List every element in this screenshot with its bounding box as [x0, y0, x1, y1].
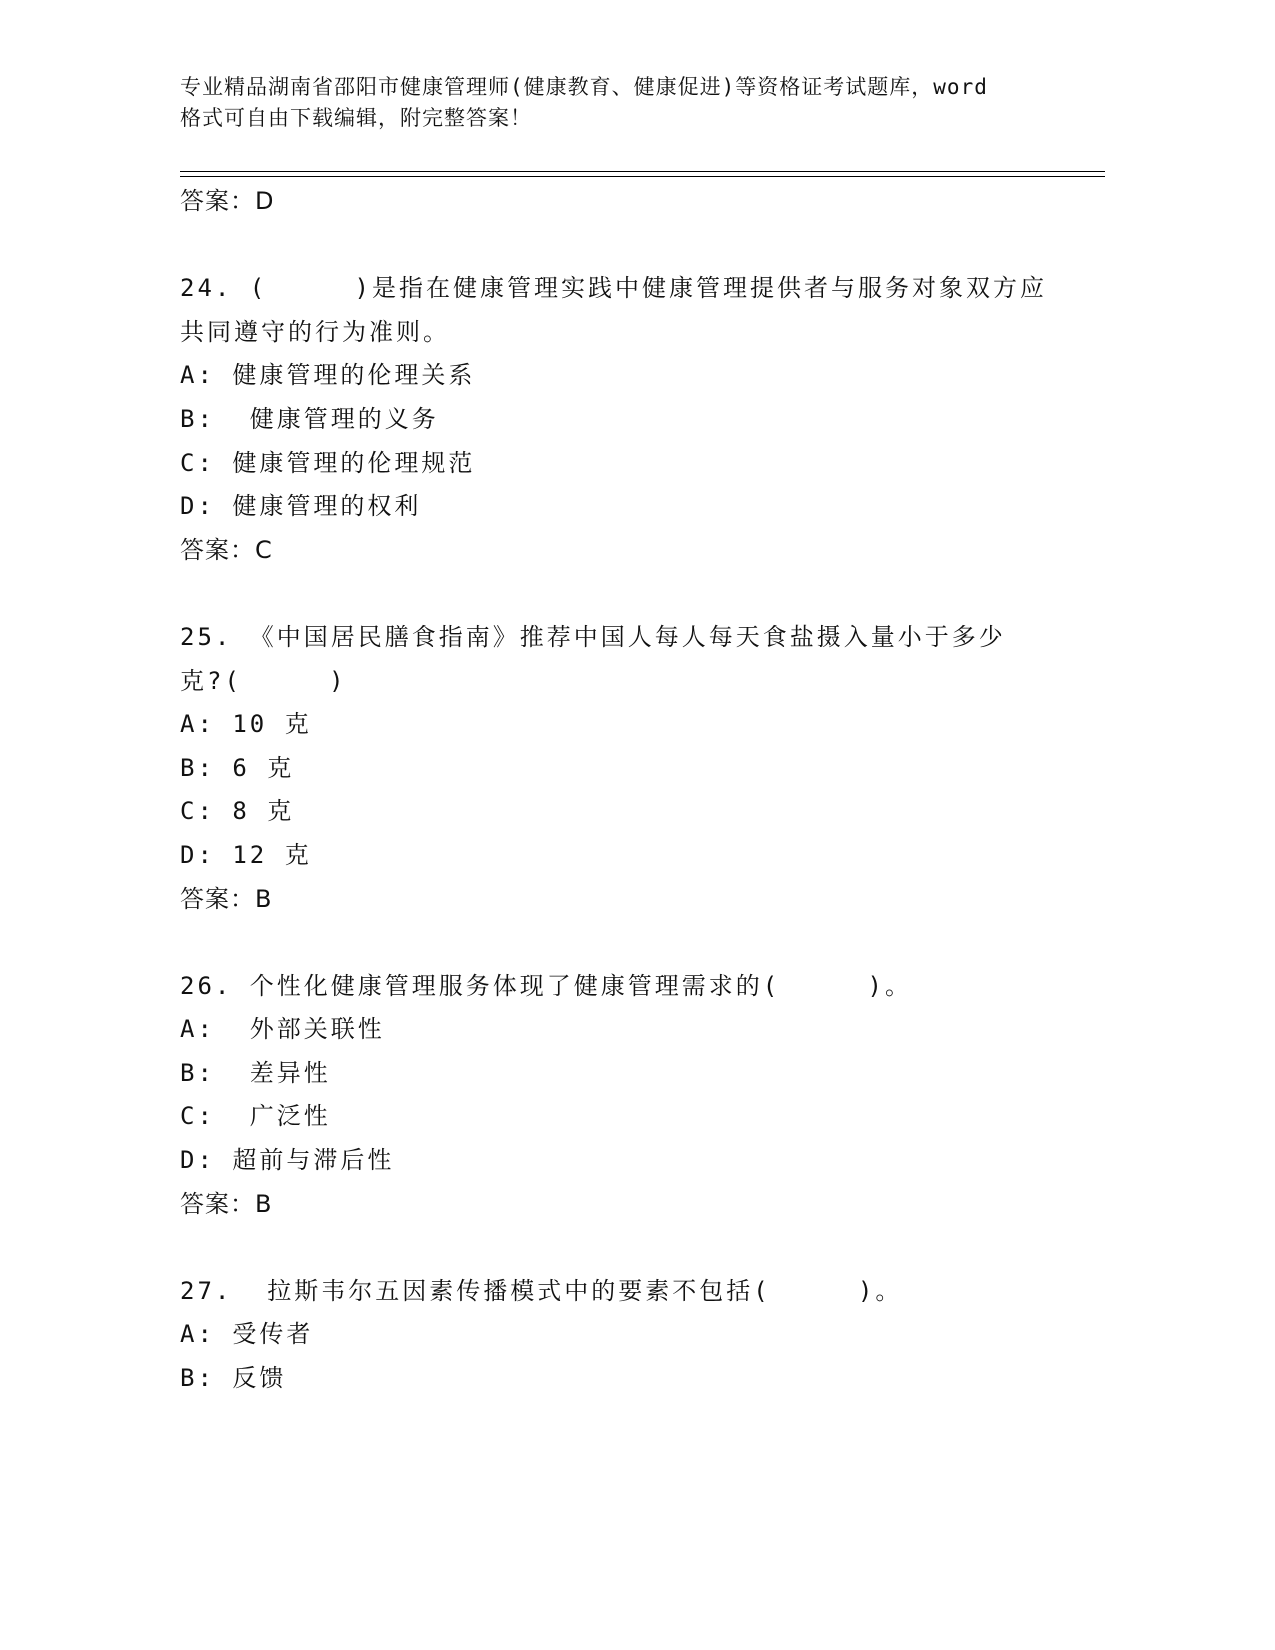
- document-header: [180, 72, 1080, 134]
- option-b: B: 差异性: [180, 1058, 331, 1087]
- option-d: D: 超前与滞后性: [180, 1146, 395, 1175]
- question-27: [180, 1270, 1080, 1401]
- option-b: B: 健康管理的义务: [180, 404, 439, 433]
- option-b: B: 反馈: [180, 1364, 287, 1393]
- header-line-2: 格式可自由下载编辑，附完整答案！: [180, 106, 532, 130]
- option-d: D: 12 克: [180, 840, 312, 869]
- header-divider-top: [180, 171, 1105, 172]
- option-a: A: 受传者: [180, 1320, 314, 1349]
- option-c: C: 广泛性: [180, 1102, 331, 1131]
- header-divider-bottom: [180, 176, 1105, 177]
- option-a: A: 10 克: [180, 710, 312, 739]
- question-stem: 26. 个性化健康管理服务体现了健康管理需求的( )。: [180, 971, 912, 1000]
- question-stem: 24. ( )是指在健康管理实践中健康管理提供者与服务对象双方应: [180, 274, 1047, 303]
- option-a: A: 健康管理的伦理关系: [180, 361, 476, 390]
- answer-line: 答案：B: [180, 1189, 273, 1218]
- option-c: C: 8 克: [180, 797, 295, 826]
- option-b: B: 6 克: [180, 753, 295, 782]
- question-24: [180, 267, 1080, 572]
- option-c: C: 健康管理的伦理规范: [180, 448, 476, 477]
- option-a: A: 外部关联性: [180, 1015, 385, 1044]
- question-25: [180, 616, 1080, 921]
- answer-line: 答案：D: [180, 187, 275, 215]
- question-stem: 共同遵守的行为准则。: [180, 317, 450, 346]
- question-list: [180, 180, 1080, 1401]
- question-26: [180, 965, 1080, 1227]
- header-line-1: 专业精品湖南省邵阳市健康管理师(健康教育、健康促进)等资格证考试题库，word: [180, 75, 988, 99]
- answer-line: 答案：B: [180, 884, 273, 913]
- question-stem: 25. 《中国居民膳食指南》推荐中国人每人每天食盐摄入量小于多少: [180, 622, 1006, 651]
- question-stem: 克?( ): [180, 666, 347, 695]
- option-d: D: 健康管理的权利: [180, 492, 422, 521]
- answer-line: 答案：C: [180, 535, 273, 564]
- question-stem: 27. 拉斯韦尔五因素传播模式中的要素不包括( )。: [180, 1276, 903, 1305]
